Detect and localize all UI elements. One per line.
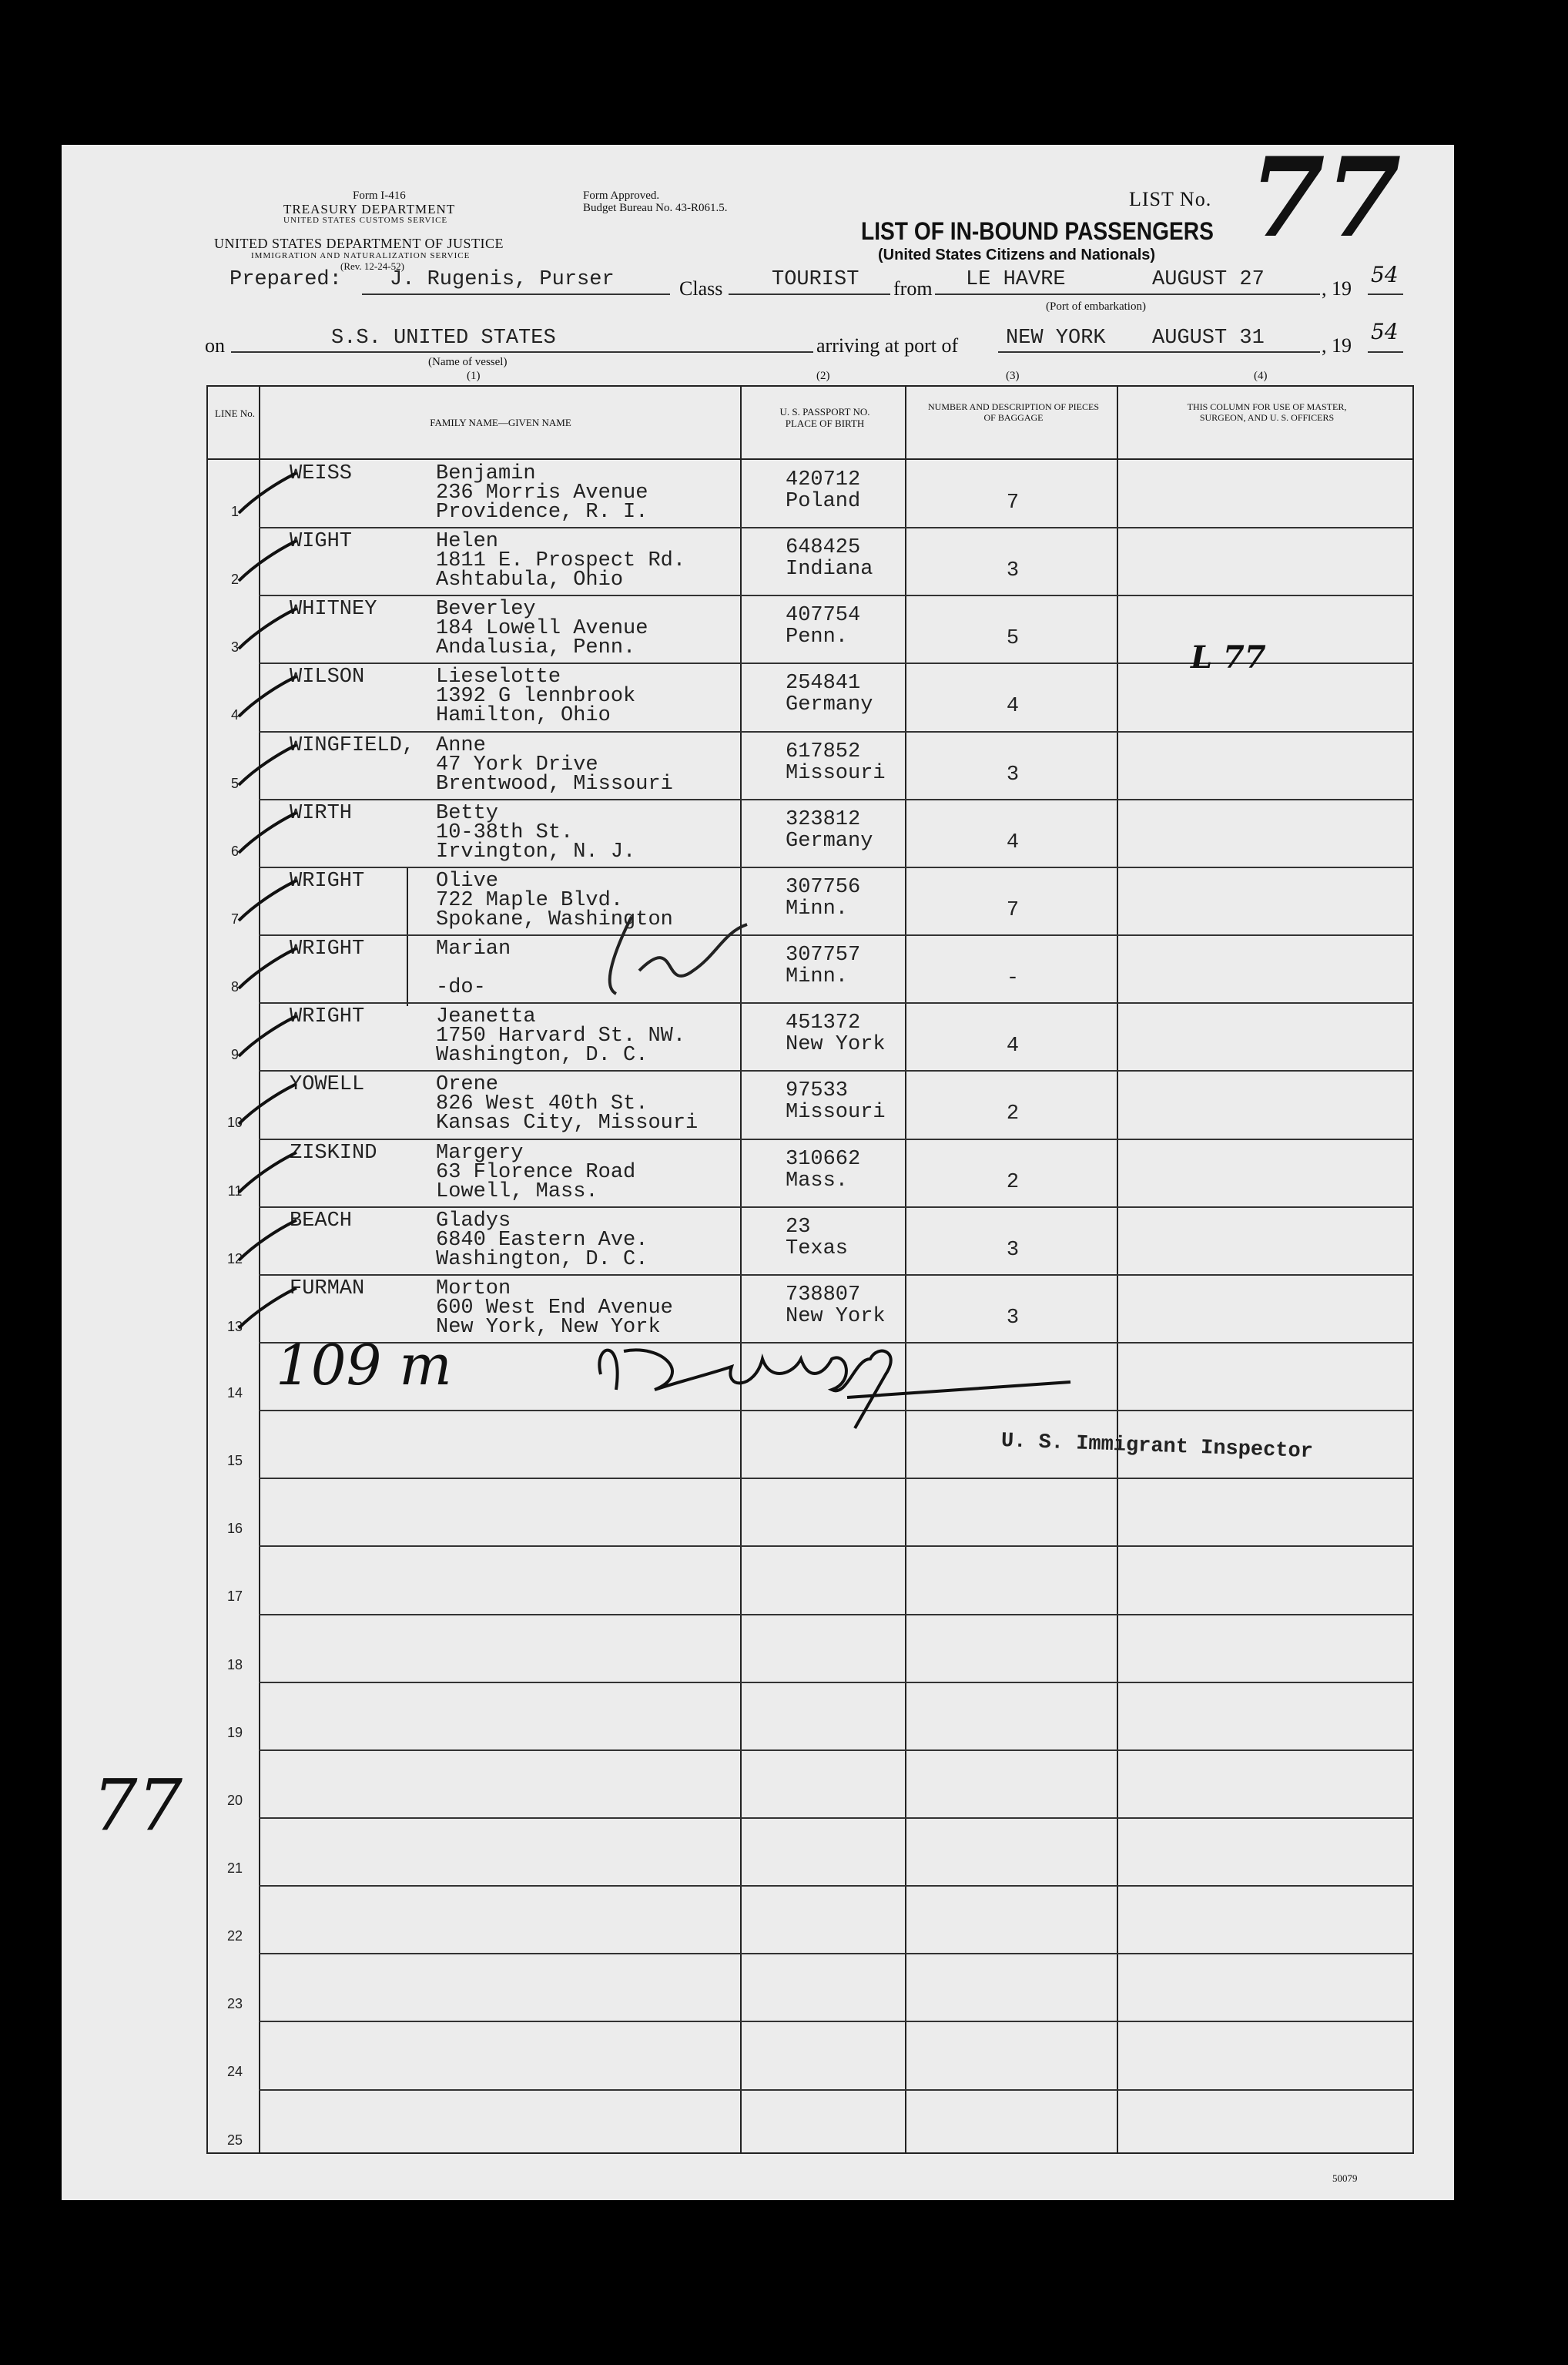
row-line-number: 20	[226, 1792, 243, 1808]
address-line-1: 47 York Drive	[436, 753, 598, 777]
family-name: WIRTH	[290, 801, 353, 825]
year-suffix-1: 54	[1371, 262, 1399, 287]
check-mark-icon	[231, 942, 300, 996]
row-line-number: 6	[230, 843, 239, 859]
header-passport: U. S. PASSPORT NO. PLACE OF BIRTH	[779, 406, 870, 429]
baggage-count: 4	[1006, 1035, 1020, 1058]
address-line-2: Washington, D. C.	[436, 1044, 648, 1068]
margin-mark: 77	[92, 1764, 183, 1847]
baggage-count: 3	[1006, 1238, 1020, 1262]
row-line-number: 7	[230, 911, 239, 927]
family-name: WINGFIELD,	[290, 733, 415, 757]
row-divider	[259, 1206, 1414, 1208]
revision: (Rev. 12-24-52)	[340, 260, 404, 272]
row-line-number: 2	[230, 572, 239, 588]
row-line-number: 22	[226, 1928, 243, 1944]
col1-number: (1)	[467, 370, 481, 382]
row-line-number: 1	[230, 504, 239, 519]
baggage-count: 3	[1006, 763, 1020, 787]
header-name: FAMILY NAME—GIVEN NAME	[430, 417, 571, 428]
baggage-count: 7	[1006, 491, 1020, 515]
row-divider	[259, 731, 1414, 733]
row-divider	[259, 799, 1414, 800]
from-label: from	[893, 277, 933, 300]
check-mark-icon	[231, 467, 300, 521]
row-line-number: 24	[226, 2064, 243, 2080]
address-line-2: Spokane, Washington	[436, 907, 673, 931]
check-mark-icon	[231, 602, 300, 656]
address-line-1: 10-38th St.	[436, 820, 574, 844]
arrival-date: AUGUST 31	[1152, 327, 1265, 350]
passport-number: 617852	[786, 740, 861, 763]
officer-mark: L 77	[1191, 639, 1266, 676]
row-line-number: 25	[226, 2132, 243, 2148]
header-baggage: NUMBER AND DESCRIPTION OF PIECES OF BAGGAGE	[927, 401, 1100, 423]
row-divider	[259, 934, 1414, 936]
row-divider	[259, 1139, 1414, 1140]
passport-number: 648425	[786, 536, 861, 560]
place-of-birth: Germany	[786, 693, 873, 717]
customs-service: UNITED STATES CUSTOMS SERVICE	[283, 216, 448, 225]
family-name: WRIGHT	[290, 938, 365, 961]
given-name: Betty	[436, 801, 499, 825]
passport-number: 23	[786, 1215, 811, 1239]
row-line-number: 13	[226, 1318, 243, 1334]
header-bottom-border	[206, 458, 1414, 460]
family-name: WRIGHT	[290, 869, 365, 893]
family-name: WILSON	[290, 666, 365, 689]
col2-number: (2)	[816, 370, 830, 382]
list-title: LIST OF IN-BOUND PASSENGERS	[861, 217, 1214, 245]
prepared-label: Prepared:	[230, 268, 342, 291]
address-line-1: 1811 E. Prospect Rd.	[436, 549, 686, 573]
place-of-birth: New York	[786, 1304, 886, 1328]
form-code: 50079	[1332, 2172, 1358, 2184]
prepared-underline	[362, 294, 670, 295]
row-line-number: 8	[230, 979, 239, 995]
row-divider	[259, 2089, 1414, 2091]
row-divider	[259, 527, 1414, 528]
baggage-count: 2	[1006, 1170, 1020, 1194]
family-name: ZISKIND	[290, 1141, 377, 1165]
row-line-number: 17	[226, 1588, 243, 1605]
list-no-value: 77	[1249, 134, 1402, 262]
given-name: Beverley	[436, 598, 536, 622]
baggage-count: 4	[1006, 695, 1020, 719]
wright-family-bracket	[407, 867, 408, 1006]
given-name: Helen	[436, 530, 499, 554]
handwritten-total: 109 m	[276, 1333, 452, 1397]
form-number: Form I-416	[353, 190, 406, 202]
address-line-2: Brentwood, Missouri	[436, 772, 673, 796]
address-line-2: Irvington, N. J.	[436, 840, 636, 864]
row-line-number: 23	[226, 1996, 243, 2012]
row-line-number: 16	[226, 1521, 243, 1537]
address-line-1: 1750 Harvard St. NW.	[436, 1025, 686, 1048]
address-line-1: 826 West 40th St.	[436, 1092, 648, 1116]
address-line-2: -do-	[436, 976, 486, 1000]
year-underline-2	[1368, 351, 1403, 353]
embarkation-date: AUGUST 27	[1152, 268, 1265, 291]
place-of-birth: Poland	[786, 490, 861, 513]
row-divider	[259, 1478, 1414, 1479]
place-of-birth: Minn.	[786, 897, 849, 921]
address-line-1: 184 Lowell Avenue	[436, 617, 648, 641]
passport-number: 310662	[786, 1147, 861, 1171]
arrival-port: NEW YORK	[1006, 327, 1106, 350]
passport-number: 307756	[786, 875, 861, 899]
row-line-number: 12	[226, 1250, 243, 1266]
baggage-count: 2	[1006, 1102, 1020, 1126]
given-name: Benjamin	[436, 462, 536, 485]
address-line-2: Lowell, Mass.	[436, 1179, 598, 1203]
given-name: Lieselotte	[436, 666, 561, 689]
row-divider	[259, 1070, 1414, 1072]
row-line-number: 4	[230, 707, 239, 723]
address-line-2: Andalusia, Penn.	[436, 636, 636, 660]
address-line-1: 63 Florence Road	[436, 1160, 636, 1184]
given-name: Gladys	[436, 1209, 511, 1233]
family-name: WHITNEY	[290, 598, 377, 622]
passport-number: 738807	[786, 1283, 861, 1307]
header-officers: THIS COLUMN FOR USE OF MASTER, SURGEON, AND U. S. OFFICERS	[1187, 401, 1347, 423]
address-line-1: 1392 G lennbrook	[436, 685, 636, 709]
row-divider	[259, 1953, 1414, 1954]
prepared-by: J. Rugenis, Purser	[390, 268, 615, 291]
vessel-name: S.S. UNITED STATES	[331, 327, 556, 350]
table-left-border	[206, 385, 208, 2154]
given-name: Jeanetta	[436, 1005, 536, 1029]
address-line-2: Washington, D. C.	[436, 1247, 648, 1271]
row-line-number: 5	[230, 775, 239, 791]
arrival-underline	[998, 351, 1320, 353]
address-line-2: New York, New York	[436, 1315, 661, 1339]
inspector-label: U. S. Immigrant Inspector	[1000, 1430, 1314, 1464]
address-line-2: Providence, R. I.	[436, 501, 648, 524]
place-of-birth: Penn.	[786, 626, 849, 649]
check-mark-icon	[231, 1010, 300, 1064]
row-line-number: 15	[226, 1453, 243, 1469]
row-divider	[259, 1682, 1414, 1683]
row-line-number: 11	[227, 1182, 243, 1199]
check-mark-icon	[231, 1146, 300, 1200]
row-divider	[259, 867, 1414, 868]
given-name: Margery	[436, 1141, 524, 1165]
table-right-border	[1412, 385, 1414, 2154]
class-value: TOURIST	[772, 268, 859, 291]
passport-number: 451372	[786, 1011, 861, 1035]
address-line-1: 6840 Eastern Ave.	[436, 1228, 648, 1252]
family-name: WIGHT	[290, 530, 353, 554]
header-line-no: LINE No.	[215, 408, 255, 419]
table-top-border	[206, 385, 1414, 387]
baggage-count: 4	[1006, 830, 1020, 854]
passport-number: 407754	[786, 604, 861, 628]
class-label: Class	[679, 277, 723, 300]
row-divider	[259, 1545, 1414, 1547]
embarkation-caption: (Port of embarkation)	[1046, 300, 1146, 313]
place-of-birth: Germany	[786, 829, 873, 853]
vessel-underline	[231, 351, 813, 353]
from-underline	[935, 294, 1320, 295]
table-bottom-border	[206, 2152, 1414, 2154]
ins-service: IMMIGRATION AND NATURALIZATION SERVICE	[251, 251, 471, 260]
row-divider	[259, 1274, 1414, 1276]
row-line-number: 21	[226, 1860, 243, 1876]
family-name: BEACH	[290, 1209, 353, 1233]
place-of-birth: Indiana	[786, 558, 873, 582]
place-of-birth: New York	[786, 1033, 886, 1057]
family-name: WRIGHT	[290, 1005, 365, 1029]
class-underline	[729, 294, 890, 295]
passport-col-divider	[905, 385, 906, 2154]
row-line-number: 19	[226, 1724, 243, 1740]
list-subtitle: (United States Citizens and Nationals)	[878, 247, 1156, 263]
place-of-birth: Missouri	[786, 1101, 886, 1125]
place-of-birth: Minn.	[786, 965, 849, 989]
year-prefix-2: , 19	[1322, 334, 1352, 357]
on-label: on	[205, 334, 225, 357]
row-divider	[259, 1002, 1414, 1004]
address-line-2: Ashtabula, Ohio	[436, 569, 624, 592]
family-name: FURMAN	[290, 1276, 365, 1300]
treasury-department: TREASURY DEPARTMENT	[283, 202, 456, 216]
embarkation-port: LE HAVRE	[966, 268, 1066, 291]
row-line-number: 3	[230, 639, 239, 656]
baggage-col-divider	[1117, 385, 1118, 2154]
check-mark-icon	[231, 1214, 300, 1268]
given-name: Morton	[436, 1276, 511, 1300]
passport-number: 97533	[786, 1079, 849, 1103]
place-of-birth: Texas	[786, 1236, 849, 1260]
name-col-divider	[740, 385, 742, 2154]
row-line-number: 14	[226, 1384, 243, 1401]
check-mark-icon	[231, 739, 300, 793]
baggage-count: 3	[1006, 559, 1020, 583]
baggage-count: 5	[1006, 627, 1020, 651]
row-divider	[259, 595, 1414, 596]
year-prefix-1: , 19	[1322, 277, 1352, 300]
given-name: Anne	[436, 733, 486, 757]
list-no-label: LIST No.	[1129, 188, 1212, 210]
check-mark-icon	[231, 670, 300, 724]
row-divider	[259, 1817, 1414, 1819]
row-divider	[259, 2021, 1414, 2022]
check-mark-icon	[231, 535, 300, 589]
passport-number: 323812	[786, 807, 861, 831]
address-line-2: Kansas City, Missouri	[436, 1112, 699, 1136]
address-line-1: 600 West End Avenue	[436, 1296, 673, 1320]
place-of-birth: Missouri	[786, 761, 886, 785]
check-mark-icon	[231, 1078, 300, 1132]
justice-department: UNITED STATES DEPARTMENT OF JUSTICE	[214, 236, 504, 251]
col3-number: (3)	[1006, 370, 1020, 382]
year-suffix-2: 54	[1371, 319, 1399, 344]
row-divider	[259, 1885, 1414, 1887]
form-approved: Form Approved.	[583, 190, 660, 202]
year-underline-1	[1368, 294, 1403, 295]
address-line-1: 236 Morris Avenue	[436, 481, 648, 505]
place-of-birth: Mass.	[786, 1169, 849, 1193]
given-name: Olive	[436, 869, 499, 893]
row-divider	[259, 1614, 1414, 1615]
scribble-mark	[585, 901, 770, 1001]
check-mark-icon	[231, 807, 300, 860]
vessel-caption: (Name of vessel)	[428, 356, 508, 368]
family-name: YOWELL	[290, 1073, 365, 1097]
passport-number: 420712	[786, 468, 861, 491]
budget-bureau: Budget Bureau No. 43-R061.5.	[583, 202, 728, 214]
row-line-number: 10	[226, 1115, 243, 1131]
check-mark-icon	[231, 874, 300, 928]
col4-number: (4)	[1254, 370, 1268, 382]
row-line-number: 18	[226, 1656, 243, 1672]
baggage-count: 7	[1006, 898, 1020, 922]
address-line-2: Hamilton, Ohio	[436, 704, 611, 728]
address-line-1: 722 Maple Blvd.	[436, 888, 624, 912]
baggage-count: -	[1006, 967, 1020, 991]
given-name: Marian	[436, 938, 511, 961]
baggage-count: 3	[1006, 1306, 1020, 1330]
passport-number: 254841	[786, 672, 861, 696]
row-divider	[259, 1749, 1414, 1751]
passport-number: 307757	[786, 944, 861, 968]
family-name: WEISS	[290, 462, 353, 485]
arriving-label: arriving at port of	[816, 334, 959, 357]
row-line-number: 9	[230, 1047, 239, 1063]
given-name: Orene	[436, 1073, 499, 1097]
